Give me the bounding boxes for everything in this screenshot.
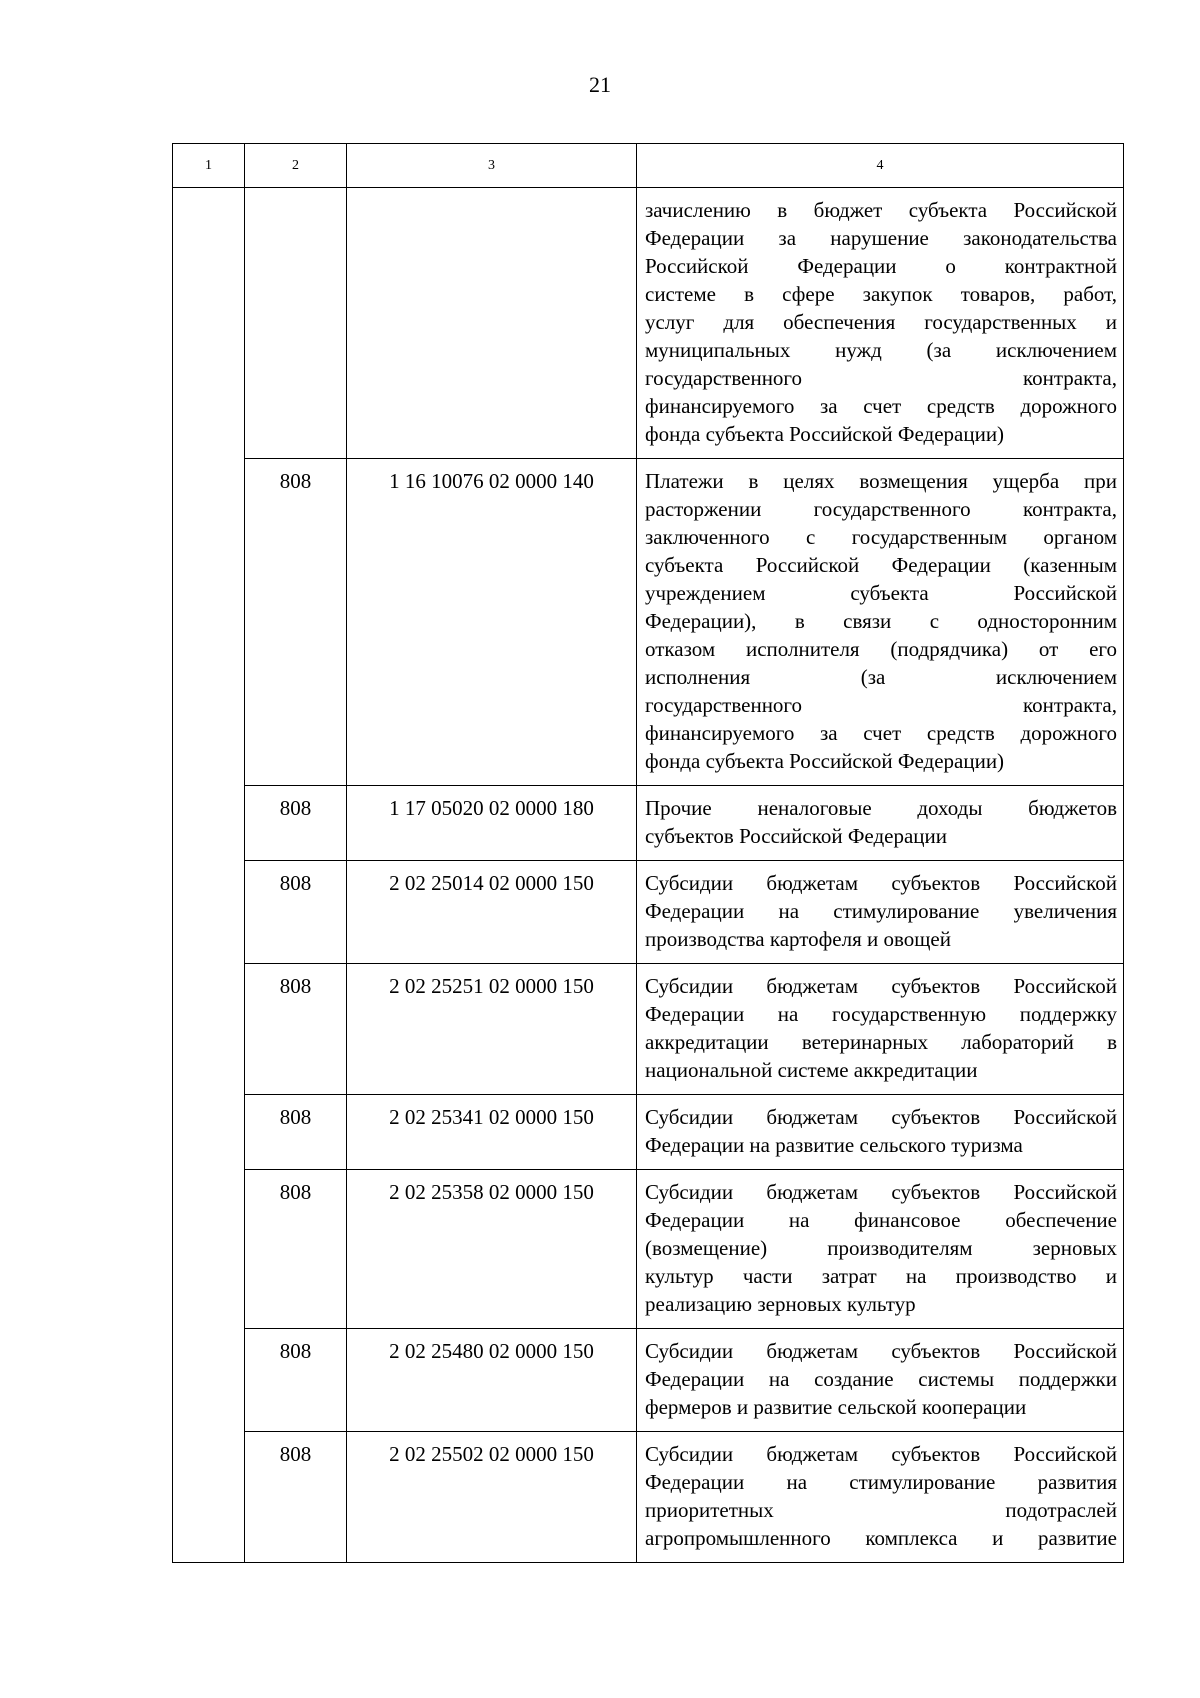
description-line: реализацию зерновых культур [645,1292,916,1316]
budget-code-cell: 2 02 25341 02 0000 150 [347,1095,637,1170]
description-cell [637,188,1124,459]
description-line: государственного контракта, [645,693,1117,717]
budget-code-cell: 2 02 25251 02 0000 150 [347,964,637,1095]
admin-code-cell: 808 [245,786,347,861]
description-line: муниципальных нужд (за исключением [645,338,1117,362]
description-line: учреждением субъекта Российской [645,581,1117,605]
header-col-1: 1 [173,144,245,188]
description-line: расторжении государственного контракта, [645,497,1117,521]
description-line: национальной системе аккредитации [645,1058,978,1082]
budget-code-cell: 2 02 25014 02 0000 150 [347,861,637,964]
description-cell [637,1432,1124,1563]
admin-code-cell: 808 [245,1095,347,1170]
description-line: зачислению в бюджет субъекта Российской [645,198,1117,222]
admin-code-cell: 808 [245,1329,347,1432]
description-line: Прочие неналоговые доходы бюджетов [645,796,1117,820]
row-number-cell [173,188,245,1563]
table-row [173,964,1124,1095]
description-cell [637,1095,1124,1170]
table-body [173,144,1124,1563]
description-line: Субсидии бюджетам субъектов Российской [645,1339,1117,1363]
description-line: Федерации на стимулирование развития [645,1470,1117,1494]
description-line: аккредитации ветеринарных лабораторий в [645,1030,1117,1054]
description-line: производства картофеля и овощей [645,927,951,951]
table-row [173,188,1124,459]
table-row [173,459,1124,786]
table-row [173,861,1124,964]
admin-code-cell: 808 [245,1170,347,1329]
table-header-row [173,144,1124,188]
description-line: Платежи в целях возмещения ущерба при [645,469,1117,493]
header-col-2: 2 [245,144,347,188]
description-cell [637,1170,1124,1329]
description-line: исполнения (за исключением [645,665,1117,689]
description-line: субъекта Российской Федерации (казенным [645,553,1117,577]
description-line: (возмещение) производителям зерновых [645,1236,1117,1260]
description-line: Субсидии бюджетам субъектов Российской [645,871,1117,895]
description-line: государственного контракта, [645,366,1117,390]
description-line: фермеров и развитие сельской кооперации [645,1395,1027,1419]
budget-code-cell [347,188,637,459]
description-line: Федерации на финансовое обеспечение [645,1208,1117,1232]
description-cell [637,861,1124,964]
description-line: Субсидии бюджетам субъектов Российской [645,974,1117,998]
admin-code-cell: 808 [245,861,347,964]
description-line: системе в сфере закупок товаров, работ, [645,282,1117,306]
budget-code-cell: 2 02 25358 02 0000 150 [347,1170,637,1329]
description-line: Федерации на стимулирование увеличения [645,899,1117,923]
table-row [173,1329,1124,1432]
description-line: Российской Федерации о контрактной [645,254,1117,278]
description-line: Федерации на государственную поддержку [645,1002,1117,1026]
header-col-3: 3 [347,144,637,188]
description-line: Федерации за нарушение законодательства [645,226,1117,250]
table-row [173,1170,1124,1329]
description-line: финансируемого за счет средств дорожного [645,721,1117,745]
description-line: Субсидии бюджетам субъектов Российской [645,1180,1117,1204]
description-line: услуг для обеспечения государственных и [645,310,1117,334]
table-row [173,1095,1124,1170]
description-line: культур части затрат на производство и [645,1264,1117,1288]
budget-code-cell: 2 02 25480 02 0000 150 [347,1329,637,1432]
page-number: 21 [589,72,611,97]
description-line: Субсидии бюджетам субъектов Российской [645,1105,1117,1129]
header-col-4: 4 [637,144,1124,188]
table-row [173,786,1124,861]
description-line: Федерации на развитие сельского туризма [645,1133,1023,1157]
description-line: фонда субъекта Российской Федерации) [645,422,1005,446]
admin-code-cell [245,188,347,459]
description-cell [637,1329,1124,1432]
description-line: отказом исполнителя (подрядчика) от его [645,637,1117,661]
description-cell [637,459,1124,786]
description-line: заключенного с государственным органом [645,525,1117,549]
admin-code-cell: 808 [245,1432,347,1563]
description-cell [637,964,1124,1095]
budget-code-cell: 2 02 25502 02 0000 150 [347,1432,637,1563]
description-line: Федерации на создание системы поддержки [645,1367,1117,1391]
description-line: финансируемого за счет средств дорожного [645,394,1117,418]
budget-code-cell: 1 16 10076 02 0000 140 [347,459,637,786]
description-line: приоритетных подотраслей [645,1498,1117,1522]
description-line: субъектов Российской Федерации [645,824,948,848]
description-line: Федерации), в связи с односторонним [645,609,1117,633]
admin-code-cell: 808 [245,964,347,1095]
description-cell [637,786,1124,861]
admin-code-cell: 808 [245,459,347,786]
description-line: агропромышленного комплекса и развитие [645,1526,1117,1550]
revenue-codes-table [172,143,1124,1563]
table-row [173,1432,1124,1563]
budget-code-cell: 1 17 05020 02 0000 180 [347,786,637,861]
description-line: фонда субъекта Российской Федерации) [645,749,1005,773]
description-line: Субсидии бюджетам субъектов Российской [645,1442,1117,1466]
